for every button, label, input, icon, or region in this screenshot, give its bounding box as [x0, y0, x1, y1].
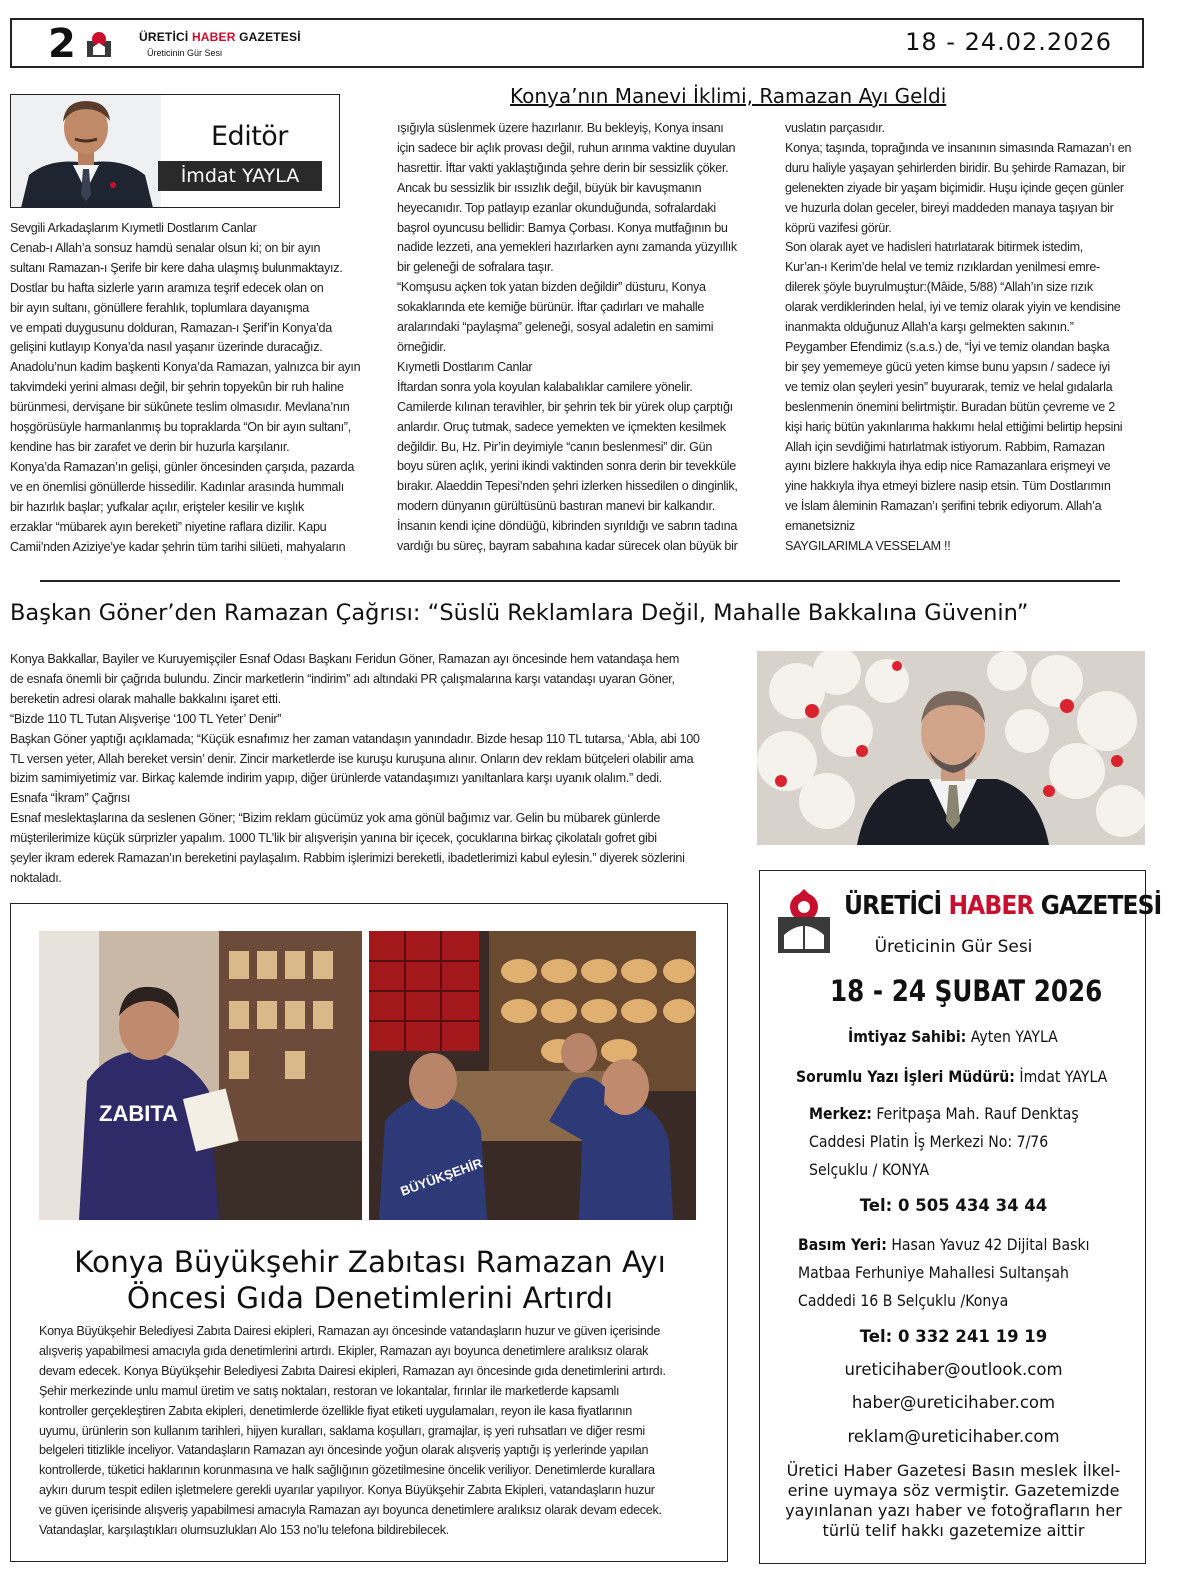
imprint-print-line1: Basım Yeri: Hasan Yavuz 42 Dijital Baskı — [798, 1235, 1090, 1254]
newspaper-name: ÜRETİCİ HABER GAZETESİ — [139, 30, 301, 44]
imprint-email2[interactable]: haber@ureticihaber.com — [851, 1393, 1056, 1412]
imprint-editor: Sorumlu Yazı İşleri Müdürü: İmdat YAYLA — [796, 1067, 1108, 1086]
imprint-email1[interactable]: ureticihaber@outlook.com — [844, 1360, 1063, 1379]
article3-text: Konya Büyükşehir Belediyesi Zabıta Dairesi ekipleri, Ramazan ayı öncesinde vatandaşların huzur ve güven içerisinde alışveriş yapabilmesi amacıyla gıda denetimlerini artırdı. Ekipler, Ramazan ayı boyunca denetimlere aralıksız olarak devam edecek. Konya Büyükşehir Belediyesi Zabıta Dairesi ekipleri, Ramazan ayı öncesinde gıda denetimlerini artırdı. Şehir merkezinde unlu mamul üretim ve satış noktaları, restoran ve lokantalar, fırınlar ile marketlerde kapsamlı kontroller gerçekleştiren Zabıta ekipleri, denetimlerde özellikle fiyat etiketi uygulamaları, reyon ile kasa fiyatlarının uyumu, ürünlerin son kullanım tarihleri, hijyen kuralları, saklama koşulları, gramajlar, iş yeri ruhsatları ve diğer resmi belgeleri titizlikle inceliyor. Vatandaşların Ramazan ayı öncesinde yoğun olarak alışveriş yaptığı iş yerlerinde yapılan kontrollerde, tüketici haklarının korunmasına ve halk sağlığının gözetilmesine öncelik veriliyor. Denetimlerde kurallara aykırı durum tespit edilen işletmelere gerekli uyarılar yapılıyor. Konya Büyükşehir Zabıta Ekipleri, vatandaşların huzur ve güven içerisinde alışveriş yapabilmesi amacıyla Ramazan ayı boyunca denetimlere aralıksız olarak devam edecek. Vatandaşlar, karşılaştıkları olumsuzlukları Alo 153 no’lu telefona bildirebilecek. — [39, 1324, 666, 1538]
imprint-box — [759, 870, 1162, 1564]
imprint-phone2: Tel: 0 332 241 19 19 — [859, 1327, 1048, 1346]
imprint-date: 18 - 24 ŞUBAT 2026 — [830, 974, 1103, 1008]
newspaper-slogan: Üreticinin Gür Sesi — [147, 48, 223, 58]
article1-headline: Konya’nın Manevi İklimi, Ramazan Ayı Geldi — [510, 84, 947, 108]
imprint-newspaper-name: ÜRETİCİ HABER GAZETESİ — [844, 891, 1162, 921]
page-header — [10, 18, 1144, 68]
article2-body — [10, 650, 740, 889]
page-number: 2 — [48, 21, 76, 67]
article2-text: Konya Bakkallar, Bayiler ve Kuruyemişçiler Esnaf Odası Başkanı Feridun Göner, Ramazan ayı öncesinde hem vatandaşa hem de esnafa önemli bir çağrıda bulundu. Zincir marketlerin “indirim” adı altındaki PR çalışmalarına karşı vatandaşı uyaran Göner, bereketin adresi olarak mahalle bakkalını işaret etti. “Bizde 110 TL Tutan Alışverişe ‘100 TL Yeter’ Denir” Başkan Göner yaptığı açıklamada; “Küçük esnafımız her zaman vatandaşın yanındadır. Bizde hesap 110 TL tutarsa, ‘Abla, abi 100 TL versen yeter, Allah bereket versin’ denir. Zincir marketlerde ise kuruşu kuruşuna alınır. Onların dev reklam bütçeleri olabilir ama bizim samimiyetimiz var. Birkaç kalemde indirim yapıp, diğer ürünlerde vatandaşımızı yanıltanlara karşı uyanık olalım.” dedi. Esnafa “İkram” Çağrısı Esnaf meslektaşlarına da seslenen Göner; “Bizim reklam gücümüz yok ama gönül bağımız var. Gelin bu mübarek günlerde müşterilerimize küçük sürprizler yapalım. 1000 TL’lik bir alışverişin yanına bir içecek, çocuklarına birkaç çikolatalı gofret gibi şeyler ikram ederek Ramazan’ın bereketini paylaşalım. Rabbim işlerimizi bereketli, ibadetlerimizi kabul eylesin.” diyerek sözlerini noktaladı. — [10, 652, 700, 885]
imprint-print-line3: Caddedi 16 B Selçuklu /Konya — [798, 1291, 1009, 1310]
issue-date: 18 - 24.02.2026 — [905, 28, 1112, 56]
article1-col2-text: ışığıyla süslenmek üzere hazırlanır. Bu bekleyiş, Konya insanı için sadece bir açlık provası değil, ruhun arınma vaktine duyulan hasrettir. İftar vakti yaklaştığında şehre derin bir sessizlik çöker. Ancak bu sessizlik bir ıssızlık değil, büyük bir kavuşmanın heyecanıdır. Top patlayıp ezanlar okunduğunda, sofralardaki başrol oyuncusu bellidir: Bamya Çorbası. Konya mutfağının bu nadide lezzeti, ana yemekleri hazırlarken aynı zamanda yüzyıllık bir geleneği de sofralara taşır. “Komşusu açken tok yatan bizden değildir” düsturu, Konya sokaklarında ete kemiğe bürünür. İftar çadırları ve mahalle aralarındaki “paylaşma” geleneği, sosyal adaletin en samimi örneğidir. Kıymetli Dostlarım Canlar İftardan sonra yola koyulan kalabalıklar camilere yönelir. Camilerde kılınan teravihler, bir şehrin tek bir yürek olup çarptığı anlardır. Oruç tutmak, sadece yemekten ve içmekten kesilmek değildir. Bu, Hz. Pir’in deyimiyle “canın beslenmesi” dir. Gün boyu süren açlık, yerini ikindi vaktinden sonra derin bir tevekküle bırakır. Alaeddin Tepesi’nden şehri izlerken hissedilen o dinginlik, modern dünyanın gürültüsünü bastıran manevi bir kalkandır. İnsanın kendi içine döndüğü, kibrinden sıyrıldığı ve sabrın tadına vardığı bu süreç, bayram sabahına kadar sürecek olan büyük bir — [397, 121, 738, 554]
inspection-photo-bakery-image — [369, 931, 696, 1220]
article2-headline: Başkan Göner’den Ramazan Çağrısı: “Süslü Reklamlara Değil, Mahalle Bakkalına Güvenin” — [10, 600, 1029, 626]
article3-body — [39, 1322, 711, 1541]
newspaper-logo-icon — [84, 29, 114, 59]
article3-headline-line2: Öncesi Gıda Denetimlerini Artırdı — [126, 1281, 614, 1315]
article3-headline — [11, 1244, 729, 1316]
article3-headline-line1: Konya Büyükşehir Zabıtası Ramazan Ayı — [74, 1245, 666, 1279]
imprint-owner: İmtiyaz Sahibi: Ayten YAYLA — [848, 1027, 1058, 1046]
section-divider — [40, 580, 1120, 582]
imprint-email3[interactable]: reklam@ureticihaber.com — [847, 1427, 1060, 1446]
vest-text: ZABITA — [99, 1101, 179, 1126]
imprint-slogan: Üreticinin Gür Sesi — [874, 937, 1033, 957]
vest-text: BÜYÜKŞEHİR — [398, 1155, 485, 1199]
imprint-phone1: Tel: 0 505 434 34 44 — [859, 1196, 1048, 1215]
article1-column-2 — [397, 119, 757, 557]
editor-name: İmdat YAYLA — [158, 161, 322, 191]
article1-col1-text: Sevgili Arkadaşlarım Kıymetli Dostlarım Canlar Cenab-ı Allah’a sonsuz hamdü senalar olsun ki; on bir ayın sultanı Ramazan-ı Şerife bir kere daha ulaşmış bulunmaktayız. Dostlar bu hafta sizlerle yarın aramıza teşrif edecek olan on bir ayın sultanı, gönüllere ferahlık, toplumlara dayanışma ve empati duygusunu dolduran, Ramazan-ı Şerif’in Konya’da gelişini kutlayıp Konya’da nasıl yaşanır üzerinde duracağız. Anadolu’nun kadim başkenti Konya’da Ramazan, yalnızca bir ayın takvimdeki yerini alması değil, bir şehrin topyekûn bir ruh haline bürünmesi, dervişane bir sükûnete teslim olmasıdır. Mevlana’nın hoşgörüsüyle harmanlanmış bu topraklarda “On bir ayın sultanı”, kendine has bir zarafet ve derin bir huzurla karşılanır. Konya’da Ramazan’ın gelişi, günler öncesinden çarşıda, pazarda ve en önemlisi gönüllerde hissedilir. Kadınlar arasında hummalı bir hazırlık başlar; yufkalar açılır, erişteler kesilir ve kışlık erzaklar “mübarek ayın bereketi” niyetine raflara dizilir. Kapu Camii’nden Aziziye’ye kadar şehrin tüm tarihi silüeti, mahyaların — [10, 221, 361, 554]
article1-col3-text: vuslatın parçasıdır. Konya; taşında, toprağında ve insanının simasında Ramazan’ı en duru haliyle yaşayan şehirlerden biridir. Bu şehirde Ramazan, bir gelenekten ziyade bir yaşam biçimidir. Huşu içinde geçen günler ve huzurla dolan geceler, bireyi maddeden manaya taşıyan bir köprü vazifesi görür. Son olarak ayet ve hadisleri hatırlatarak bitirmek istedim, Kur’an-ı Kerim’de helal ve temiz rızıklardan yenilmesi emre- dilerek şöyle buyrulmuştur:(Mâide, 5/88) “Allah’ın size rızık olarak verdiklerinden helal, iyi ve temiz olarak yiyin ve kendisine inanmakta olduğunuz Allah’a karşı gelmekten sakının.” Peygamber Efendimiz (s.a.s.) de, “İyi ve temiz olandan başka bir şey yememeye gücü yeten kimse bunu yapsın / sadece iyi ve temiz olan şeyleri yesin” buyurarak, temiz ve helal gıdalarla beslenmenin önemini belirtmiştir. Buradan bütün çevreme ve 2 kişi hariç bütün yakınlarıma hakkımı helal ettiğimi belirtip hepsini Allah için sevdiğimi hatırlatmak istiyorum. Rabbim, Ramazan ayını bizlere hakkıyla ihya edip nice Ramazanlara erişmeyi ve yine hakkıyla ihya etmeyi bizlere nasip etsin. Tüm Dostlarımın ve İslam âleminin Ramazan’ı şerifini tebrik ediyorum. Allah’a emanetsizniz SAYGILARIMLA VESSELAM !! — [785, 121, 1132, 554]
goner-portrait-photo — [757, 651, 1145, 845]
editor-title: Editör — [211, 121, 288, 152]
editor-photo — [11, 95, 161, 208]
article1-column-3 — [785, 119, 1145, 557]
inspection-photo-shop-image — [39, 931, 362, 1220]
imprint-hq-line2: Caddesi Platin İş Merkezi No: 7/76 — [809, 1132, 1049, 1151]
editor-box — [10, 94, 340, 208]
imprint-print-line2: Matbaa Ferhuniye Mahallesi Sultanşah — [798, 1263, 1069, 1282]
inspection-photo-shop — [39, 931, 362, 1220]
inspection-photo-bakery — [369, 931, 696, 1220]
article3-box — [10, 903, 728, 1562]
imprint-hq-line3: Selçuklu / KONYA — [809, 1160, 930, 1179]
article1-column-1 — [10, 219, 370, 557]
imprint-hq-line1: Merkez: Feritpaşa Mah. Rauf Denktaş — [809, 1104, 1079, 1123]
imprint-notice: Üretici Haber Gazetesi Basın meslek İlkel- erine uymaya söz vermiştir. Gazetemizde yayınlanan yazı haber ve fotoğrafların her türlü telif hakkı gazetemize aittir — [785, 1461, 1122, 1540]
